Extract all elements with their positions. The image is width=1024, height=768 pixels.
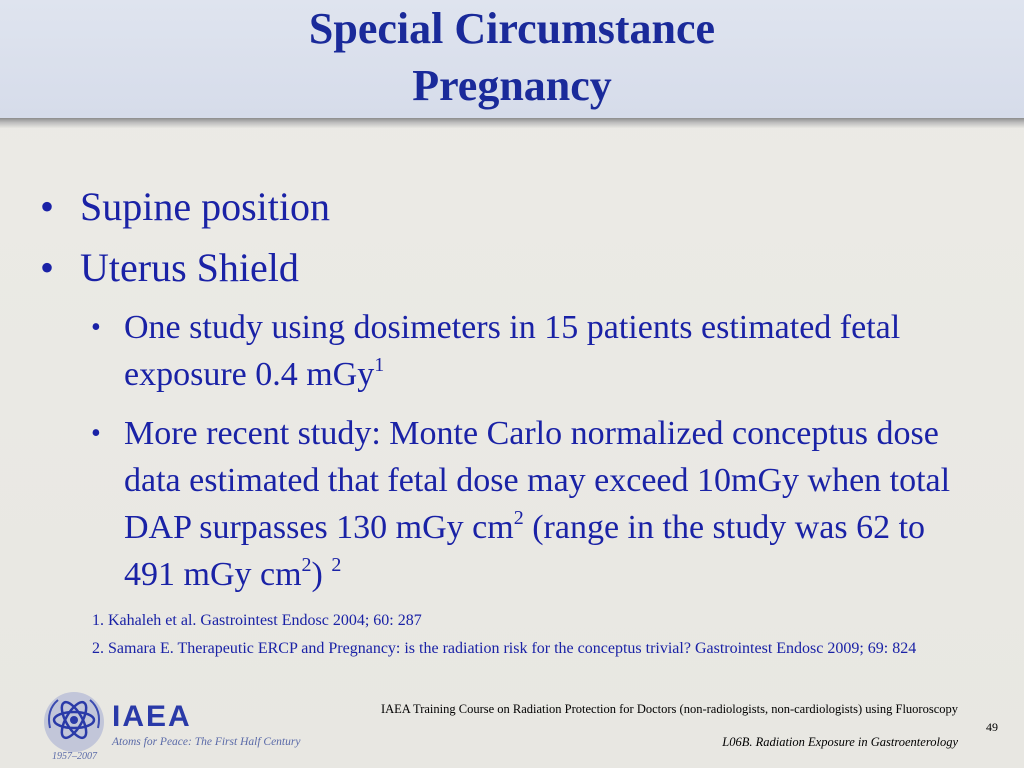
title-band-shadow [0, 118, 1024, 128]
reference-superscript: 1 [374, 353, 385, 376]
page-number: 49 [986, 720, 998, 734]
slide-body [40, 182, 990, 610]
reference-1: 1. Kahaleh et al. Gastrointest Endosc 2004; 60: 287 [92, 612, 422, 629]
slide-title [0, 0, 1024, 114]
bullet-dot-icon: • [40, 184, 55, 229]
references [92, 610, 972, 666]
logo-years: 1957–2007 [52, 751, 97, 762]
bullet-dot-icon: • [91, 312, 101, 343]
footer-lecture-title: L06B. Radiation Exposure in Gastroenterology [722, 735, 958, 749]
bullet-text: Supine position [80, 184, 331, 229]
iaea-logo [40, 688, 320, 768]
logo-tagline: Atoms for Peace: The First Half Century [112, 736, 301, 748]
reference-2: 2. Samara E. Therapeutic ERCP and Pregnancy: is the radiation risk for the conceptus trivial? Gastrointest Endosc 2009; 69: 824 [92, 640, 917, 657]
bullet-dot-icon: • [91, 418, 101, 449]
sub-bullet-text-part1: More recent study: Monte Carlo normalized conceptus dose data estimated that fetal dose may exceed 10mGy when total DAP surpasses 130 mGy cm [124, 415, 951, 546]
footer-course-title: IAEA Training Course on Radiation Protection for Doctors (non-radiologists, non-cardiologists) using Fluoroscopy [380, 702, 958, 716]
unit-superscript: 2 [301, 553, 312, 576]
sub-bullet-monte-carlo-study [85, 410, 954, 598]
bullet-dot-icon: • [40, 245, 55, 290]
title-line-2: Pregnancy [412, 61, 612, 110]
unit-superscript: 2 [513, 506, 524, 529]
reference-superscript: 2 [331, 553, 342, 576]
bullet-text: Uterus Shield [80, 245, 299, 290]
sub-bullet-text-part2: (range in the study was 62 to 491 mGy cm [124, 509, 926, 593]
bullet-supine [40, 182, 990, 232]
sub-bullet-dosimeter-study [85, 304, 954, 398]
sub-bullet-text-part3: ) [311, 556, 332, 593]
sub-bullet-text: One study using dosimeters in 15 patients estimated fetal exposure 0.4 mGy [124, 309, 901, 393]
bullet-uterus-shield [40, 243, 990, 293]
logo-wordmark: IAEA [112, 700, 192, 733]
iaea-atom-globe-icon [40, 688, 108, 756]
title-line-1: Special Circumstance [308, 4, 716, 53]
